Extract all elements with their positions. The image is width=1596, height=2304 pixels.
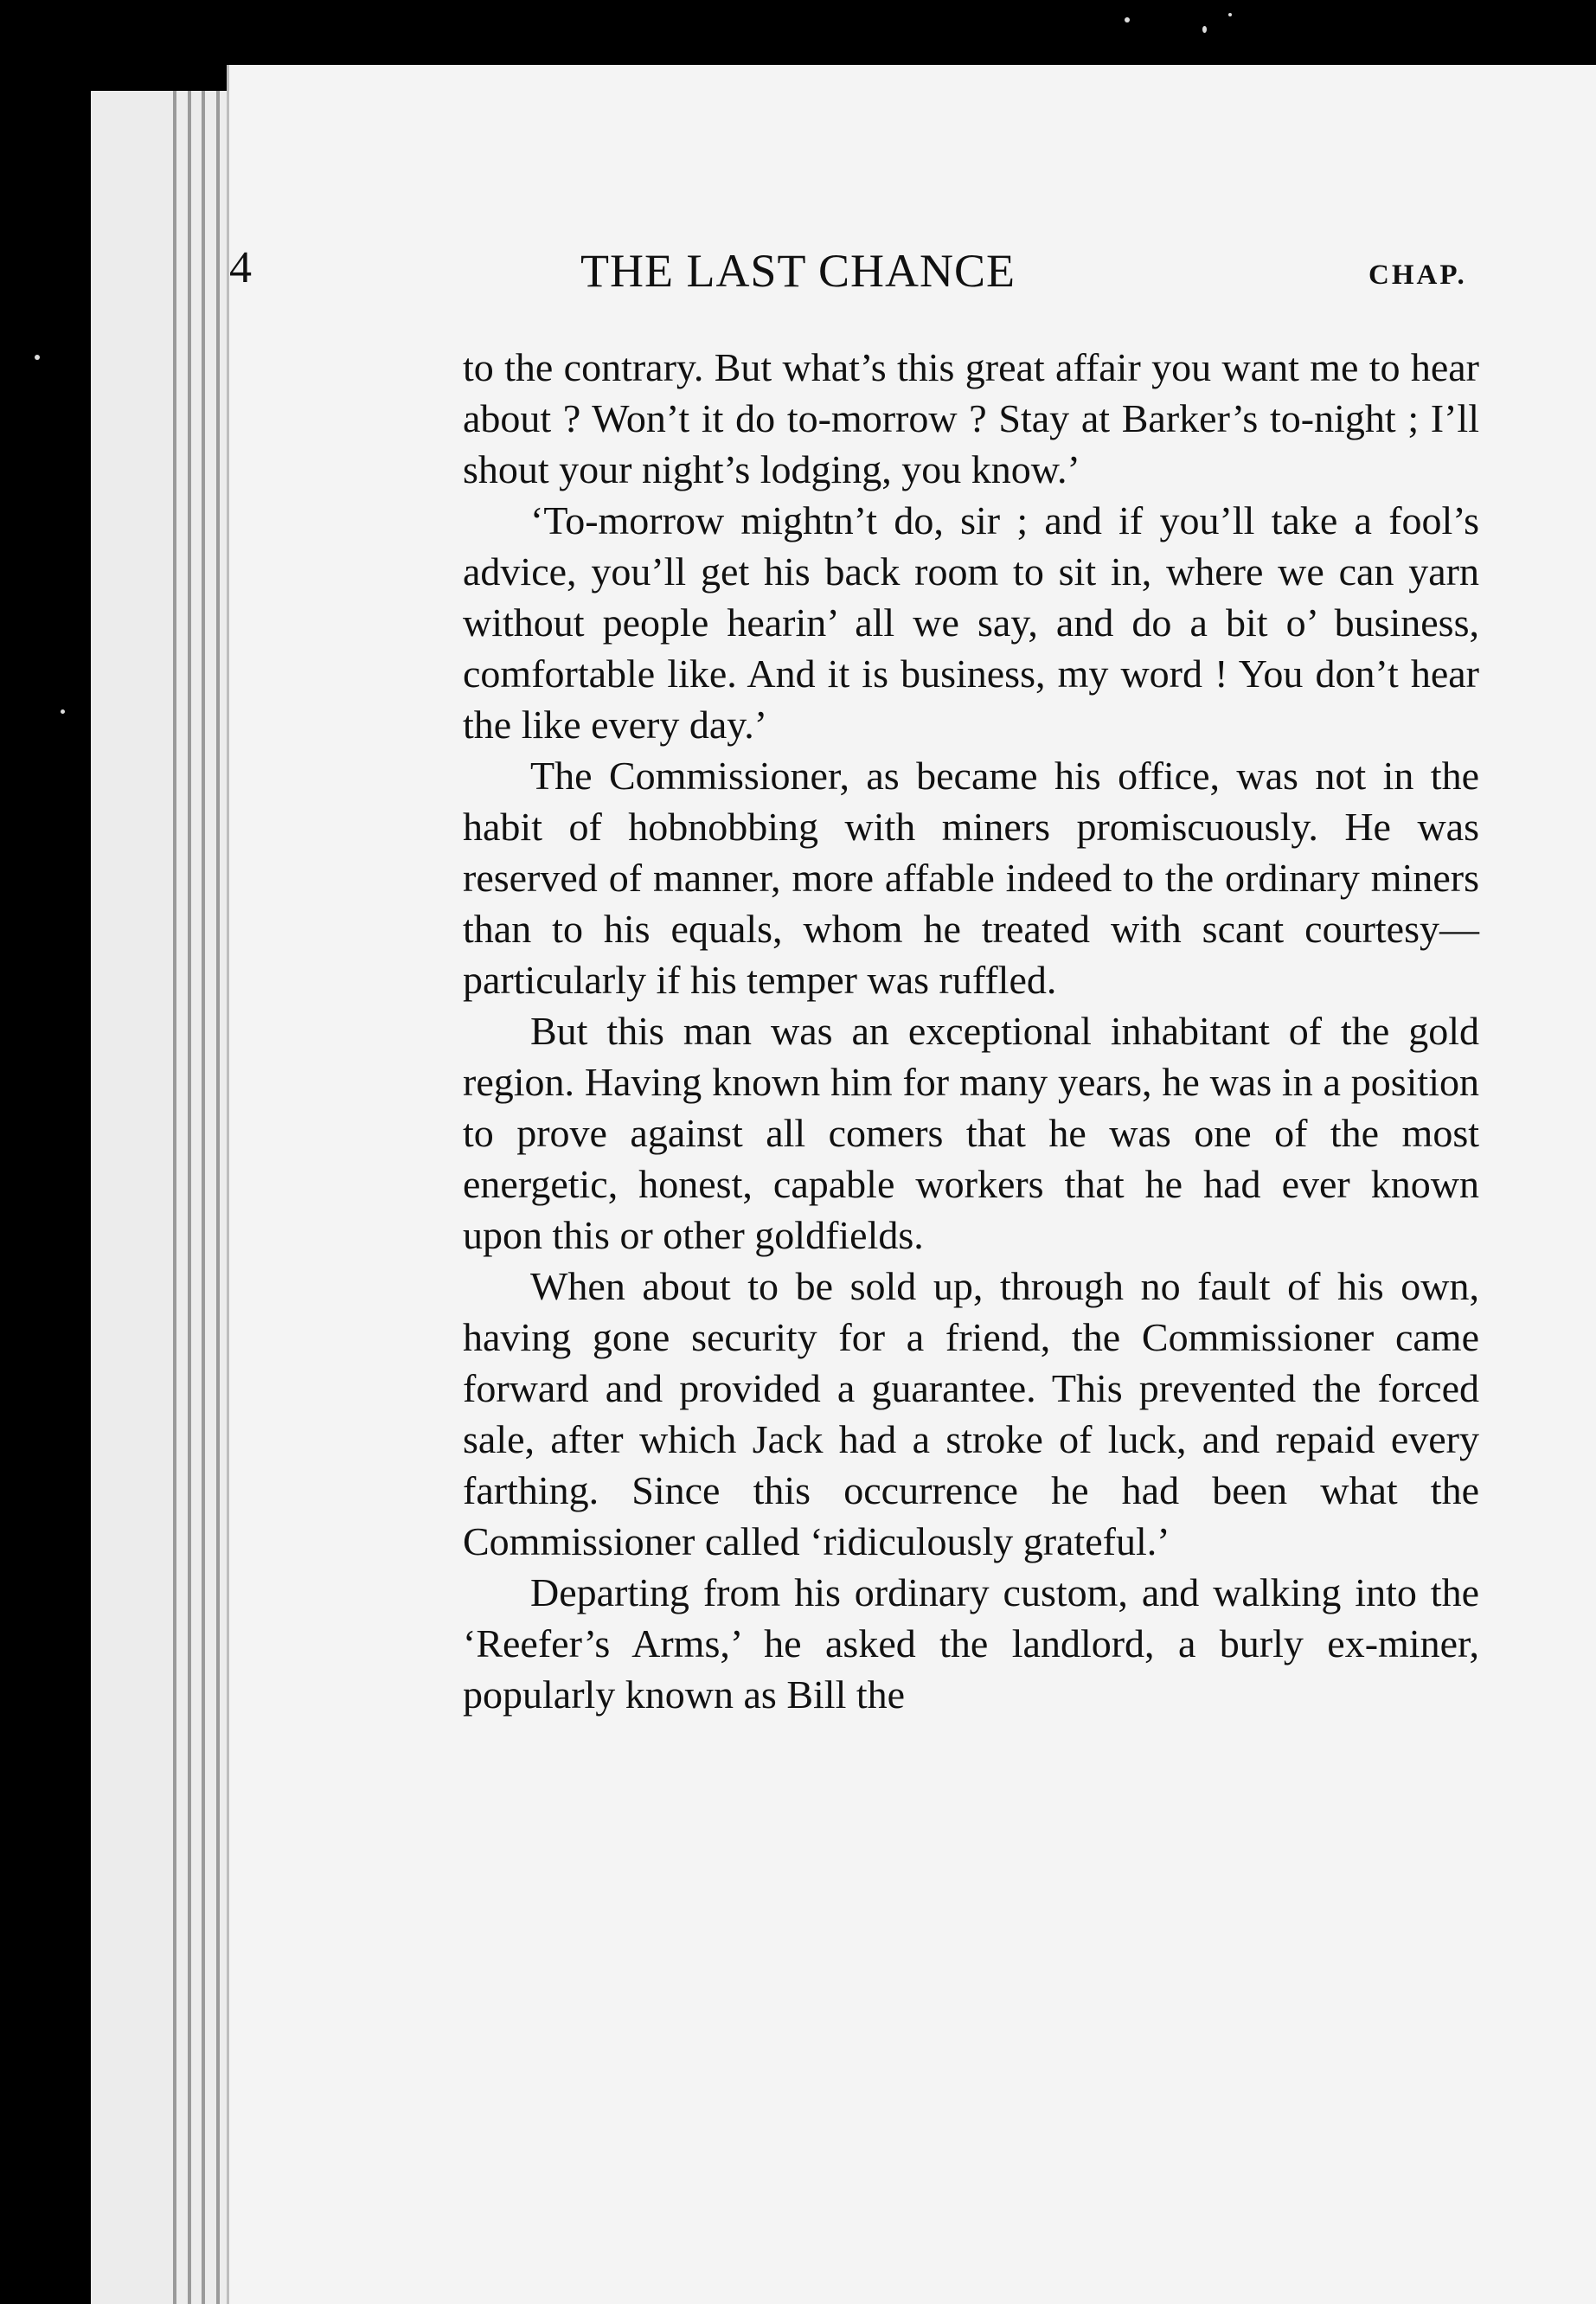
scan-speck bbox=[61, 709, 65, 714]
page-number: 4 bbox=[229, 243, 252, 292]
page-edge-line bbox=[216, 91, 220, 2304]
paragraph: Departing from his ordinary custom, and walking into the ‘Reefer’s Arms,’ he asked the landlord, a burly ex-miner, popularly known as Bill the bbox=[463, 1570, 1479, 1717]
scan-speck bbox=[1202, 26, 1207, 33]
running-title: THE LAST CHANCE bbox=[580, 245, 1016, 297]
page-edge-line bbox=[173, 91, 176, 2304]
scan-speck bbox=[1125, 17, 1130, 22]
scan-speck bbox=[35, 355, 40, 360]
paragraph: When about to be sold up, through no fault of his own, having gone security for a friend, the Commissioner came forward and provided a guarantee. This prevented the forced sale, after which Jack had a stroke of luck, and repaid every farthing. Since this occurrence he had been what the Commissioner called ‘ridiculously grateful.’ bbox=[463, 1264, 1479, 1563]
body-text bbox=[463, 342, 1479, 1720]
chapter-label: CHAP. bbox=[1368, 260, 1467, 291]
page-edge-line bbox=[202, 91, 205, 2304]
paragraph: to the contrary. But what’s this great affair you want me to hear about ? Won’t it do to-morrow ? Stay at Barker’s to-night ; I’ll shout your night’s lodging, you know.’ bbox=[463, 345, 1479, 491]
paragraph: But this man was an exceptional inhabitant of the gold region. Having known him for many years, he was in a position to prove against all comers that he was one of the most energetic, honest, capable workers that he had ever known upon this or other goldfields. bbox=[463, 1009, 1479, 1257]
page-edge-line bbox=[188, 91, 191, 2304]
paragraph: The Commissioner, as became his office, was not in the habit of hobnobbing with miners promiscuously. He was reserved of manner, more affable indeed to the ordinary miners than to his equals, whom he treated with scant courtesy—particularly if his temper was ruffled. bbox=[463, 754, 1479, 1002]
paragraph: ‘To-morrow mightn’t do, sir ; and if you’ll take a fool’s advice, you’ll get his back room to sit in, where we can yarn without people hearin’ all we say, and do a bit o’ business, comfortable like. And it is business, my word ! You don’t hear the like every day.’ bbox=[463, 498, 1479, 747]
scan-speck bbox=[1228, 13, 1232, 16]
